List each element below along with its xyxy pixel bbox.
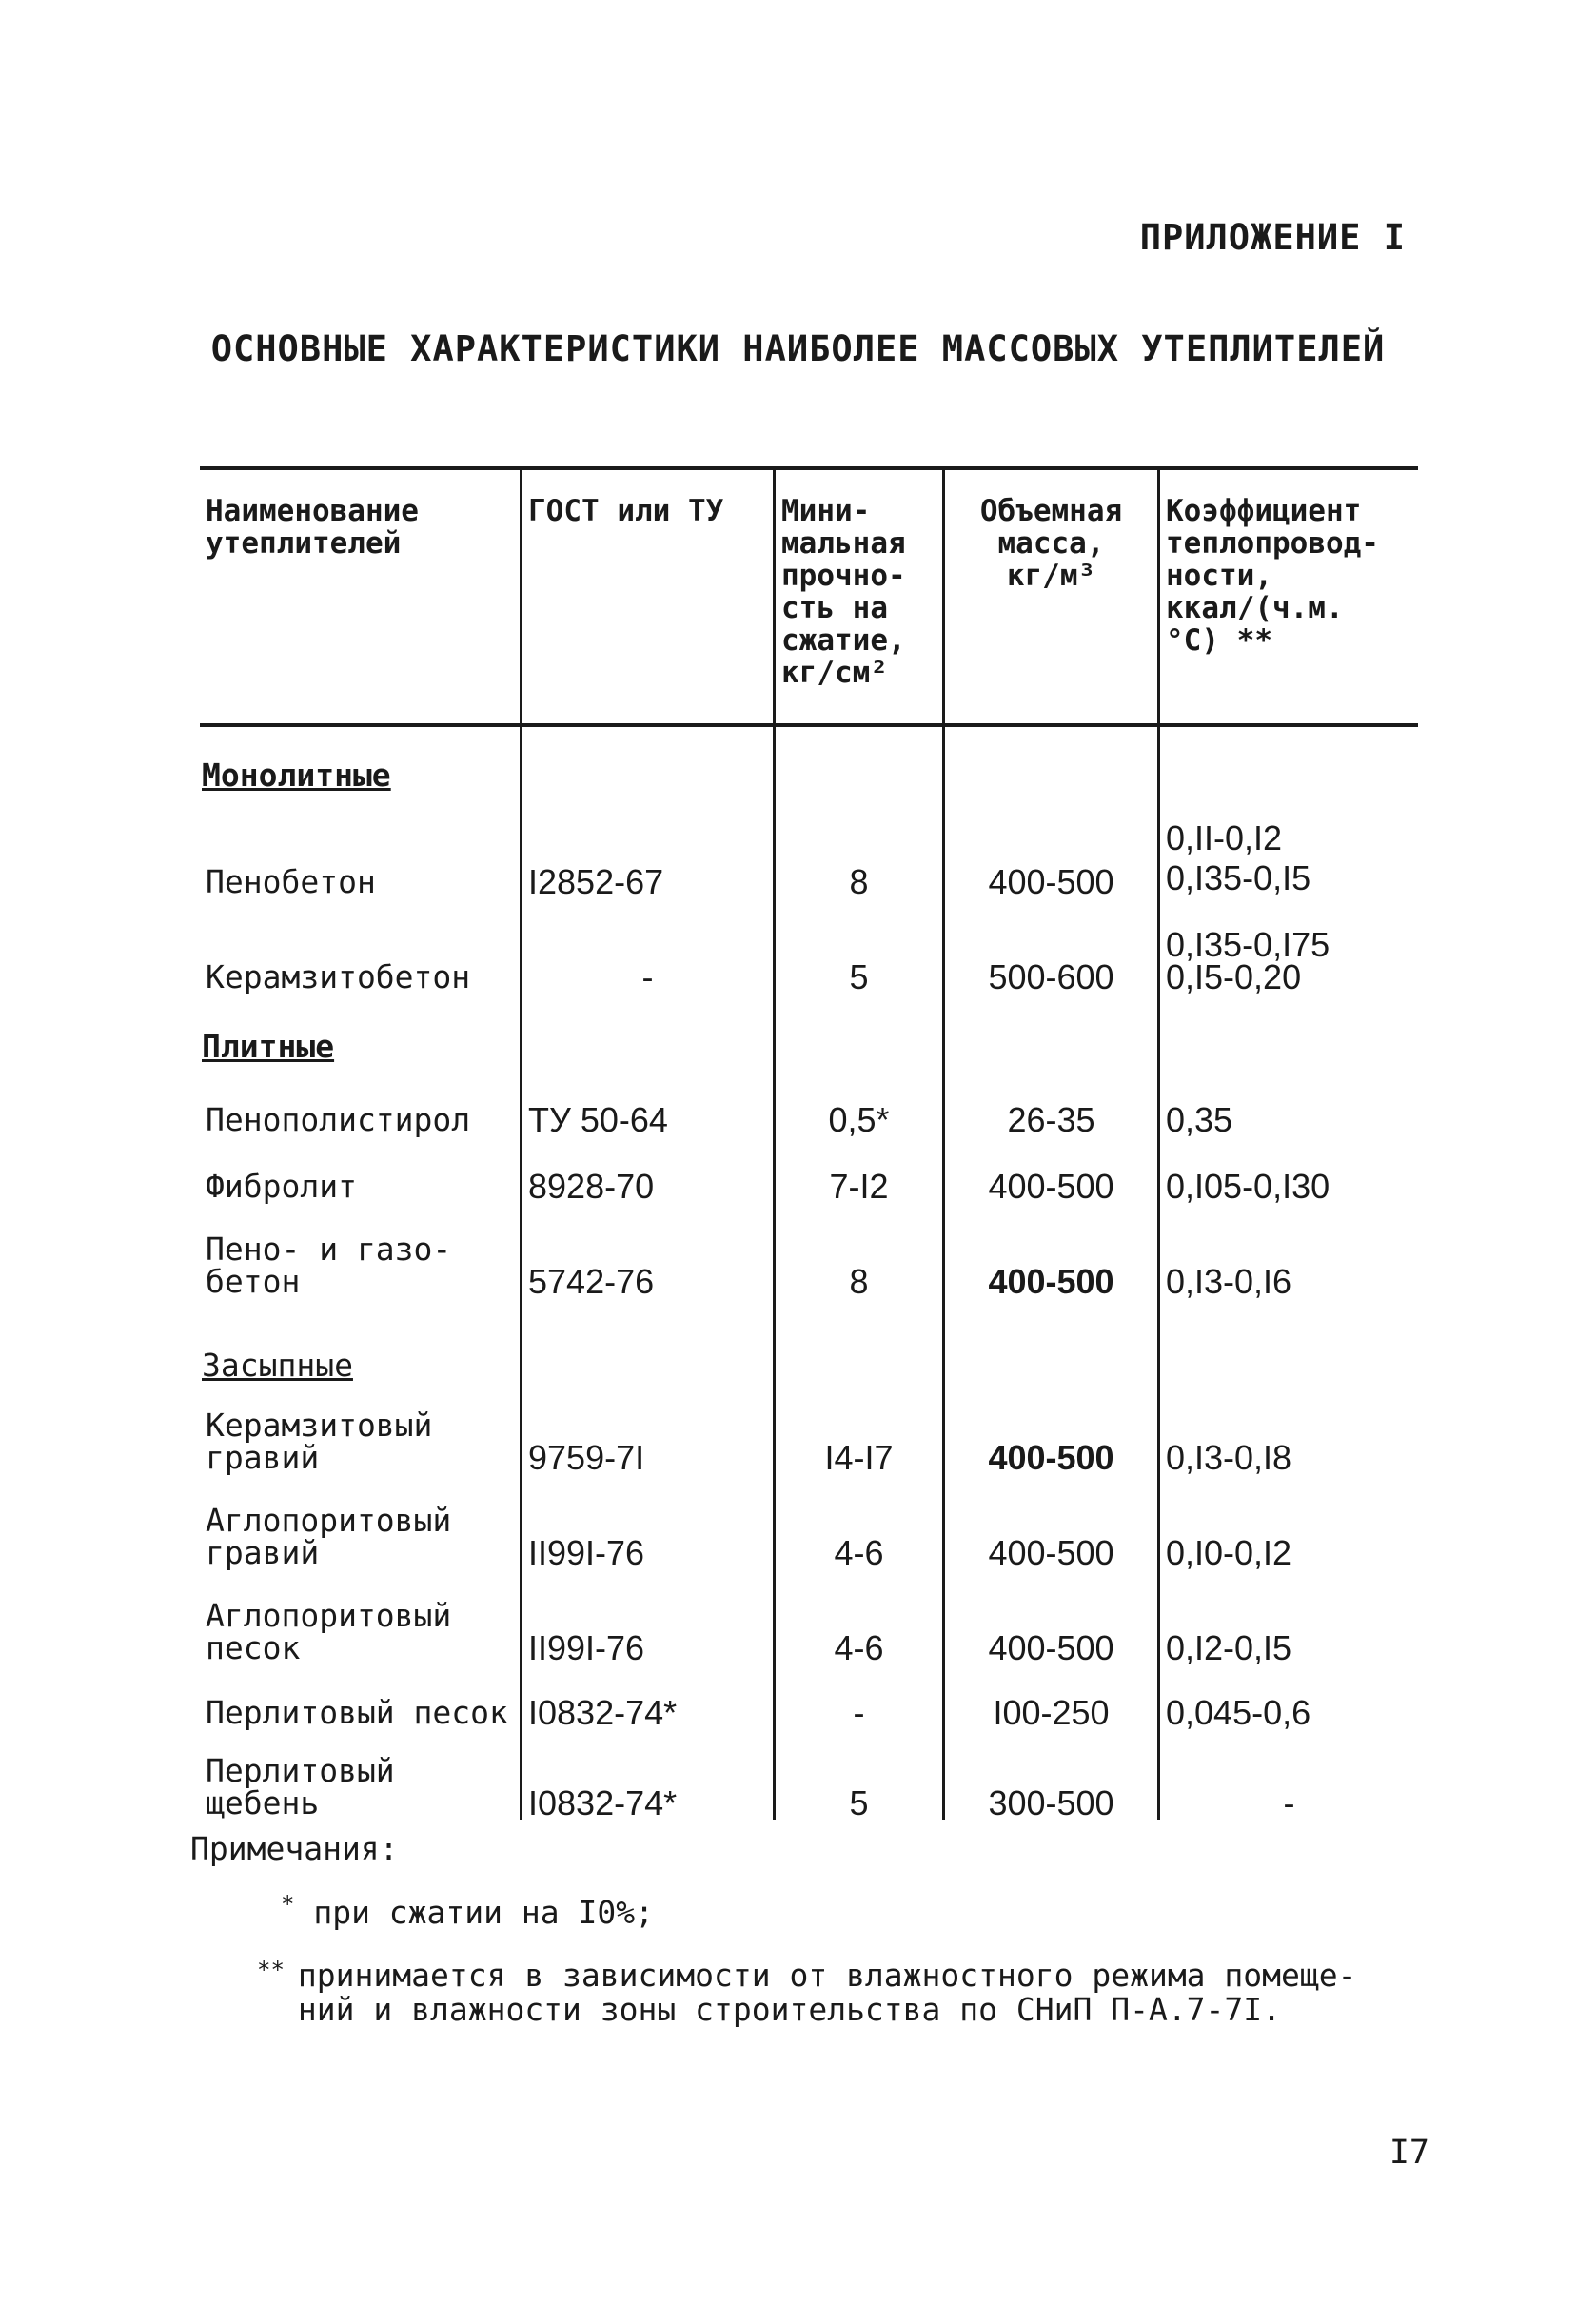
- column-header-conductivity: Коэффициент теплопровод- ности, ккал/(ч.м. °С) **: [1157, 470, 1418, 723]
- row-name: Керамзитовый гравий: [206, 1407, 433, 1476]
- row-name: Аглопоритовый песок: [206, 1597, 452, 1666]
- row-strength: I4-I7: [773, 1384, 942, 1474]
- group-row: [200, 727, 1418, 794]
- row-strength: 0,5*: [773, 1065, 942, 1136]
- table-row: [200, 898, 1418, 994]
- row-gost: ТУ 50-64: [520, 1065, 773, 1136]
- table-row: [200, 1729, 1418, 1820]
- row-gost: 9759-7I: [520, 1384, 773, 1474]
- note-mark: **: [257, 1957, 285, 1983]
- row-conductivity: 0,II-0,I2 0,I35-0,I5: [1157, 794, 1418, 898]
- row-strength: -: [773, 1664, 942, 1729]
- row-gost: I0832-74*: [520, 1729, 773, 1820]
- note-item: [190, 1959, 1428, 2027]
- row-conductivity: 0,I05-0,I30: [1157, 1136, 1418, 1203]
- row-gost: -: [520, 898, 773, 994]
- row-conductivity: 0,I3-0,I6: [1157, 1203, 1418, 1298]
- row-density: 300-500: [942, 1729, 1157, 1820]
- row-strength: 4-6: [773, 1474, 942, 1569]
- row-conductivity: 0,I2-0,I5: [1157, 1569, 1418, 1664]
- row-gost: 8928-70: [520, 1136, 773, 1203]
- notes-title: Примечания:: [190, 1830, 399, 1867]
- row-name: Аглопоритовый гравий: [206, 1502, 452, 1571]
- row-strength: 4-6: [773, 1569, 942, 1664]
- table-row: [200, 1664, 1418, 1732]
- row-strength: 5: [773, 898, 942, 994]
- table-body: [200, 727, 1418, 1820]
- table-row: [200, 1065, 1418, 1139]
- row-name: Фибролит: [206, 1168, 357, 1205]
- table-row: [200, 1384, 1418, 1477]
- note-item: [190, 1887, 1428, 1930]
- row-strength: 7-I2: [773, 1136, 942, 1203]
- row-name: Пенобетон: [206, 863, 376, 900]
- row-density: 500-600: [942, 898, 1157, 994]
- notes-section: [190, 1832, 1428, 2027]
- row-conductivity: 0,I35-0,I75 0,I5-0,20: [1157, 898, 1418, 994]
- row-density: 400-500: [942, 1474, 1157, 1569]
- note-text: при сжатии на I0%;: [313, 1894, 654, 1931]
- page-number: I7: [1389, 2134, 1429, 2172]
- group-row: [200, 994, 1418, 1065]
- row-gost: 5742-76: [520, 1203, 773, 1298]
- row-conductivity: 0,045-0,6: [1157, 1664, 1418, 1729]
- appendix-label: ПРИЛОЖЕНИЕ I: [1139, 217, 1406, 258]
- note-mark: *: [281, 1891, 295, 1918]
- table-row: [200, 1474, 1418, 1572]
- row-density: I00-250: [942, 1664, 1157, 1729]
- row-density: 26-35: [942, 1065, 1157, 1136]
- row-density: 400-500: [942, 794, 1157, 898]
- row-conductivity: -: [1157, 1729, 1418, 1820]
- row-strength: 8: [773, 794, 942, 898]
- group-title: Монолитные: [202, 757, 391, 794]
- group-title: Засыпные: [202, 1347, 353, 1384]
- row-density: 400-500: [942, 1384, 1157, 1474]
- row-conductivity: 0,I3-0,I8: [1157, 1384, 1418, 1474]
- table-row: [200, 1203, 1418, 1301]
- row-density: 400-500: [942, 1569, 1157, 1664]
- row-density: 400-500: [942, 1203, 1157, 1298]
- column-header-name: Наименование утеплителей: [206, 494, 419, 561]
- column-header-density: Объемная масса, кг/м³: [942, 470, 1157, 723]
- group-row: [200, 1298, 1418, 1384]
- row-strength: 8: [773, 1203, 942, 1298]
- row-gost: II99I-76: [520, 1569, 773, 1664]
- row-conductivity: 0,I0-0,I2: [1157, 1474, 1418, 1569]
- row-gost: II99I-76: [520, 1474, 773, 1569]
- row-name: Пено- и газо- бетон: [206, 1231, 452, 1300]
- note-text: принимается в зависимости от влажностного режима помеще- ний и влажности зоны строительства по СНиП П-А.7-7I.: [297, 1957, 1357, 2028]
- row-gost: I2852-67: [520, 794, 773, 898]
- row-gost: I0832-74*: [520, 1664, 773, 1729]
- row-density: 400-500: [942, 1136, 1157, 1203]
- table-header: [200, 470, 1418, 727]
- row-name: Пенополистирол: [206, 1101, 471, 1138]
- insulation-table: [200, 466, 1418, 1820]
- row-name: Керамзитобетон: [206, 958, 471, 995]
- table-row: [200, 1569, 1418, 1667]
- table-row: [200, 1136, 1418, 1206]
- document-title: ОСНОВНЫЕ ХАРАКТЕРИСТИКИ НАИБОЛЕЕ МАССОВЫХ УТЕПЛИТЕЛЕЙ: [210, 328, 1386, 369]
- row-name: Перлитовый щебень: [206, 1752, 395, 1822]
- column-header-strength: Мини- мальная прочно- сть на сжатие, кг/см²: [773, 470, 942, 723]
- column-header-gost: ГОСТ или ТУ: [520, 470, 773, 723]
- row-conductivity: 0,35: [1157, 1065, 1418, 1136]
- table-row: [200, 794, 1418, 901]
- row-strength: 5: [773, 1729, 942, 1820]
- row-name: Перлитовый песок: [206, 1694, 508, 1731]
- group-title: Плитные: [202, 1028, 335, 1065]
